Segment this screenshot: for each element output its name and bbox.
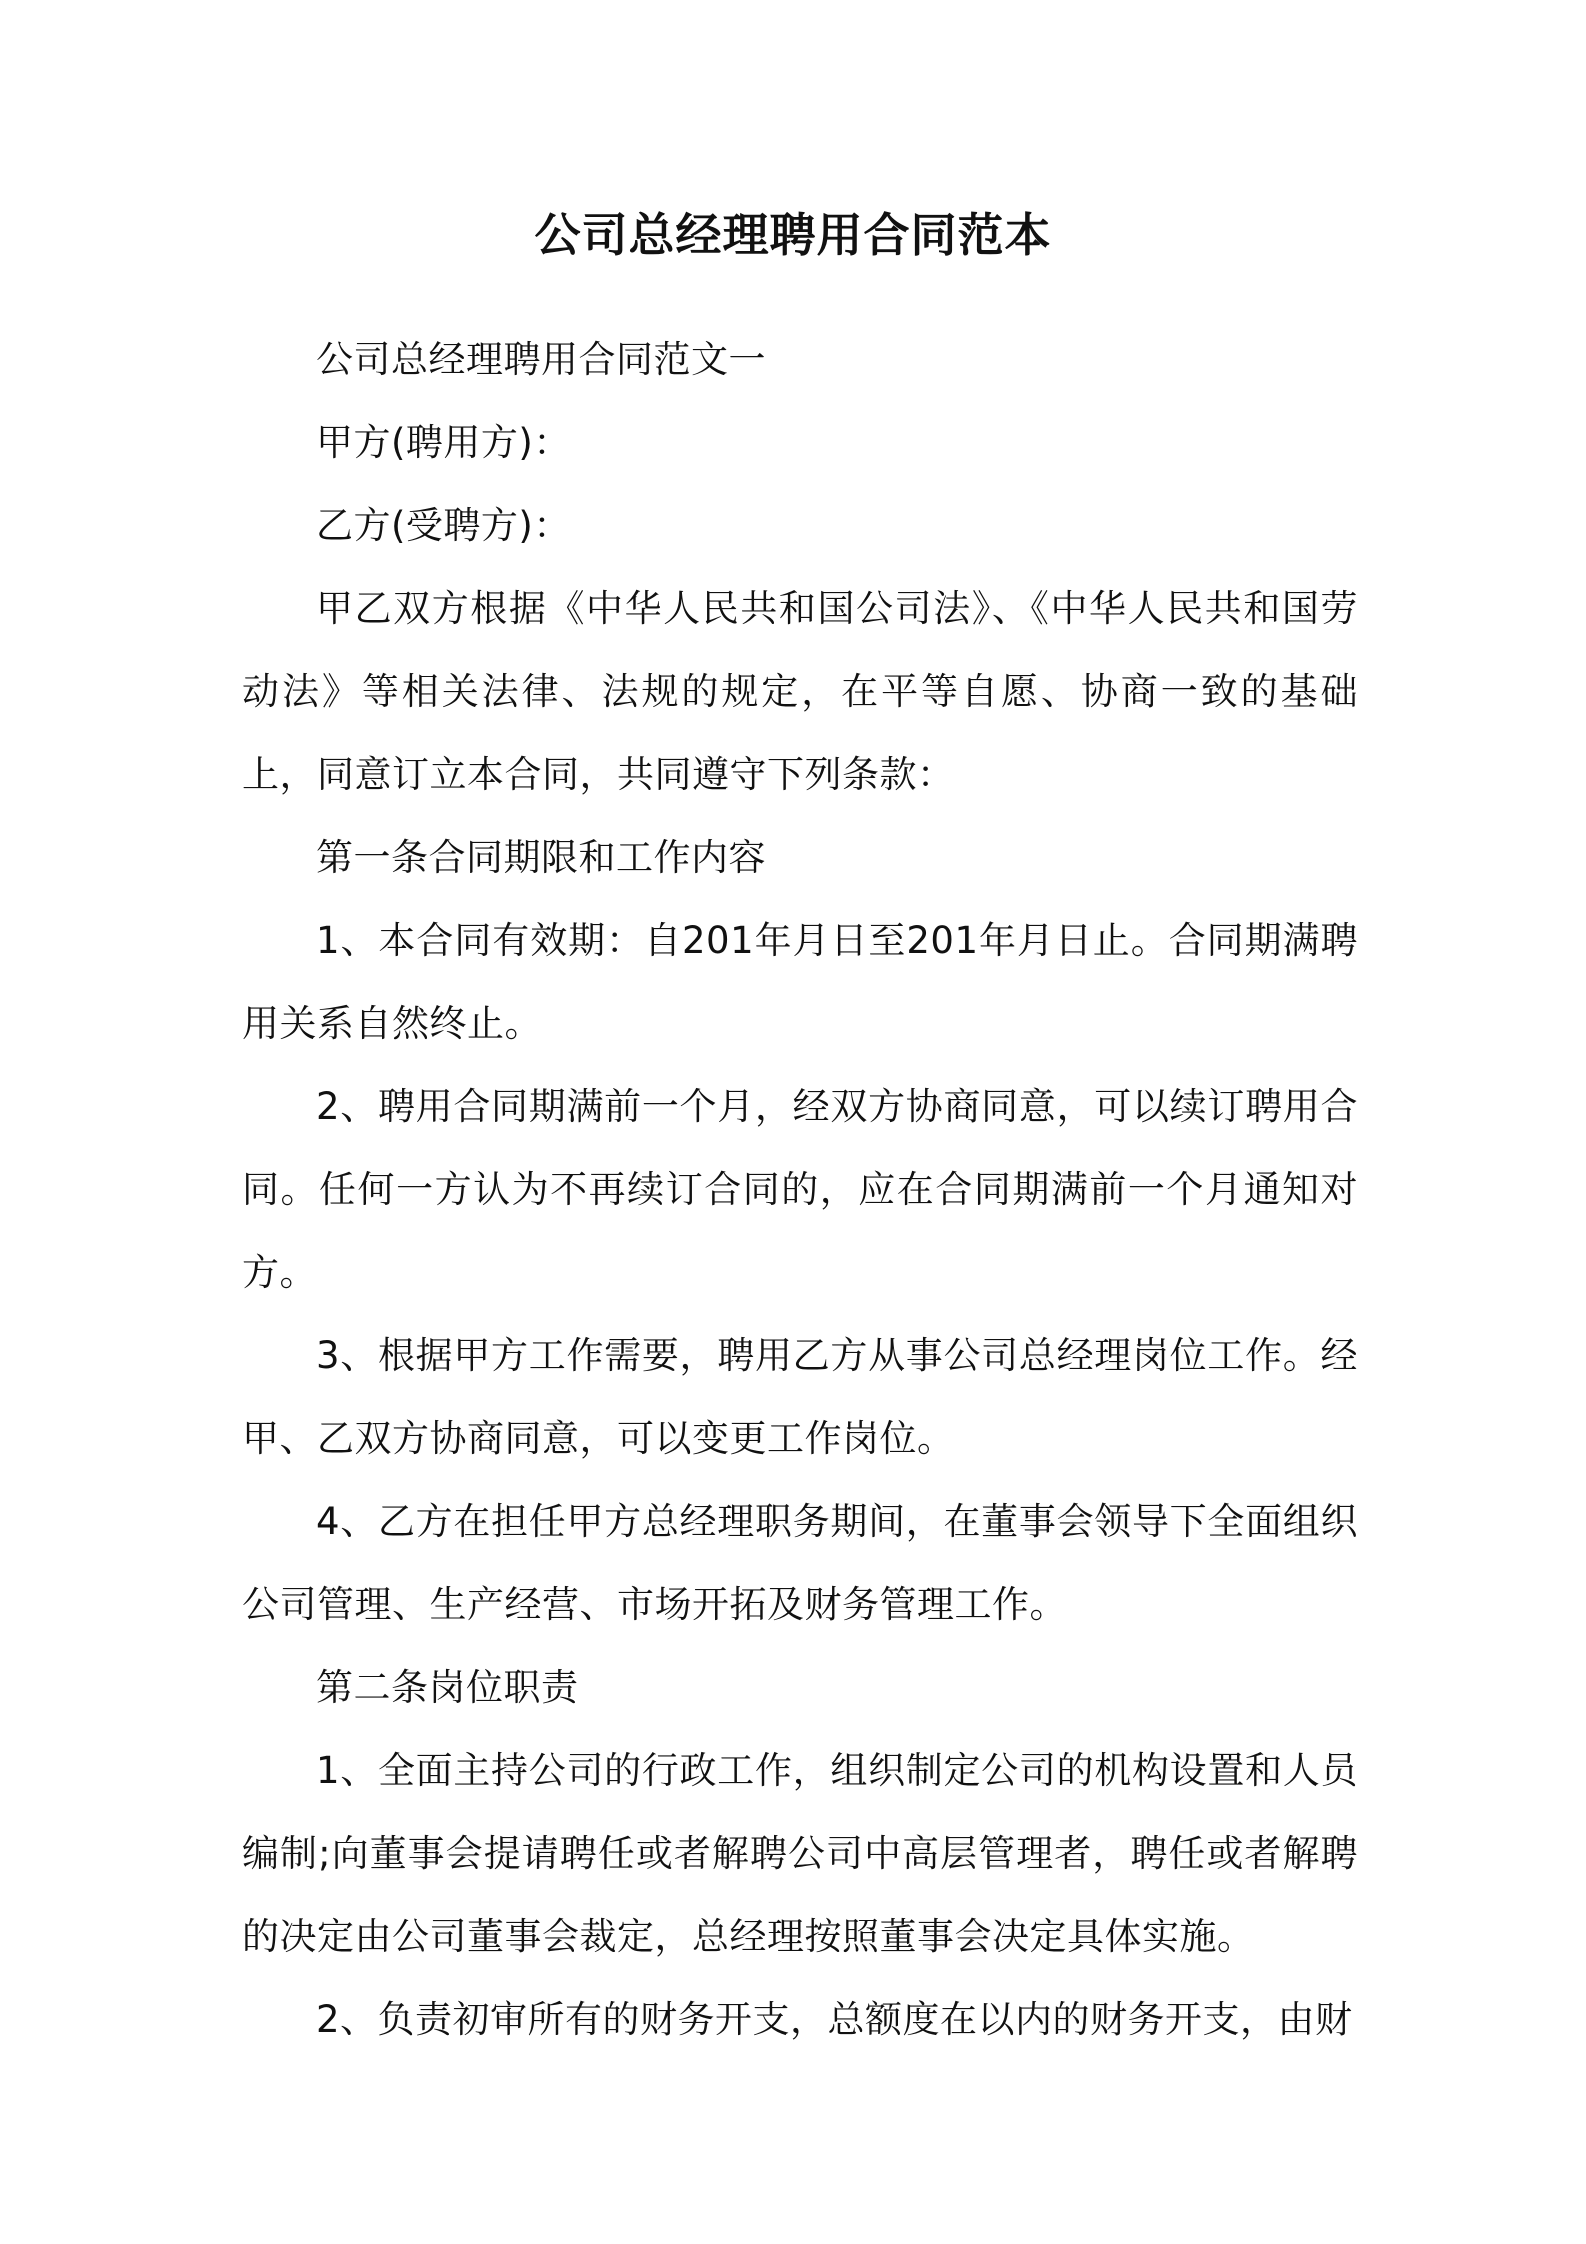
paragraph-party-a: 甲方(聘用方)：	[316, 421, 571, 464]
paragraph-article-2-item-2: 2、负责初审所有的财务开支，总额度在以内的财务开支，由财	[316, 1998, 1353, 2041]
paragraph-article-1-item-4: 4、乙方在担任甲方总经理职务期间，在董事会领导下全面组织公司管理、生产经营、市场开拓及财务管理工作。	[242, 1500, 1358, 1626]
paragraph-subtitle: 公司总经理聘用合同范文一	[316, 338, 766, 381]
paragraph-party-b: 乙方(受聘方)：	[316, 504, 571, 547]
document-body	[242, 318, 1358, 2061]
paragraph-article-1-item-2: 2、聘用合同期满前一个月，经双方协商同意，可以续订聘用合同。任何一方认为不再续订合同的，应在合同期满前一个月通知对方。	[242, 1085, 1358, 1294]
paragraph-article-2-item-1: 1、全面主持公司的行政工作，组织制定公司的机构设置和人员编制;向董事会提请聘任或者解聘公司中高层管理者，聘任或者解聘的决定由公司董事会裁定，总经理按照董事会决定具体实施。	[242, 1749, 1358, 1958]
section-heading-article-1: 第一条合同期限和工作内容	[316, 836, 766, 879]
paragraph-article-1-item-1: 1、本合同有效期：自201年月日至201年月日止。合同期满聘用关系自然终止。	[242, 919, 1358, 1045]
paragraph-article-1-item-3: 3、根据甲方工作需要，聘用乙方从事公司总经理岗位工作。经甲、乙双方协商同意，可以变更工作岗位。	[242, 1334, 1358, 1460]
section-heading-article-2: 第二条岗位职责	[316, 1666, 579, 1709]
document-title: 公司总经理聘用合同范本	[534, 208, 1052, 262]
paragraph-preamble: 甲乙双方根据《中华人民共和国公司法》、《中华人民共和国劳动法》等相关法律、法规的规定，在平等自愿、协商一致的基础上，同意订立本合同，共同遵守下列条款：	[242, 587, 1358, 796]
